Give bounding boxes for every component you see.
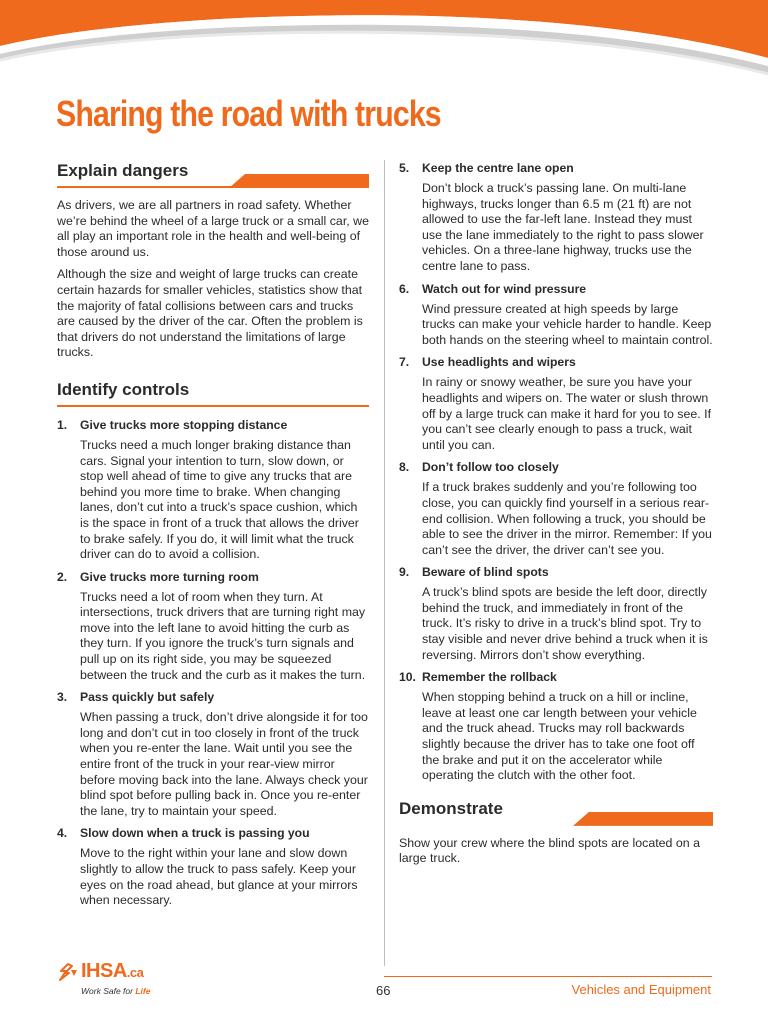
logo-name: IHSA: [81, 960, 127, 982]
page-number: 66: [376, 983, 391, 998]
heading-rule: [57, 405, 369, 407]
item-title: Pass quickly but safely: [80, 690, 215, 705]
list-item: [399, 354, 713, 453]
footer-rule: [384, 976, 712, 977]
list-item: [57, 569, 369, 684]
list-item: [57, 417, 369, 563]
item-text: When passing a truck, don’t drive alongside it for too long and don’t cut in too closely in front of the truck when you re-enter the lane. Wait until you see the entire front of the truck in your rear-view mirror before moving back into the lane. Always check your blind spot before pulling back in. Once you re-enter the lane, try to maintain your speed.: [80, 710, 368, 818]
list-item: [399, 281, 713, 349]
section-heading-identify-controls: [57, 379, 369, 407]
logo-domain: .ca: [126, 965, 144, 980]
section-title: Explain dangers: [57, 161, 189, 180]
item-number: 5.: [399, 161, 410, 175]
ihsa-logo: [57, 960, 177, 1000]
paragraph: Although the size and weight of large trucks can create certain hazards for smaller vehicles, statistics show that the majority of fatal collisions between cars and trucks are caused by the driver of the car. Often the problem is that drivers do not understand the limitations of large trucks.: [57, 267, 363, 360]
section-title: Demonstrate: [399, 798, 503, 818]
item-text: If a truck brakes suddenly and you’re following too close, you can quickly find yourself in a serious rear-end collision. When following a truck, you should be able to see the driver in the mirror. Remember: If you can’t see the driver, the driver can’t see you.: [422, 480, 712, 557]
right-column: [399, 160, 713, 874]
item-number: 2.: [57, 569, 68, 584]
item-title: Give trucks more turning room: [80, 569, 259, 584]
section-heading-demonstrate: [399, 798, 713, 826]
item-text: Don’t block a truck’s passing lane. On multi-lane highways, trucks longer than 6.5 m (21 ft) are not allowed to use the far-left lane. Instead they must use the lane immediately to the right to pass slower vehicles. On a three-lane highway, trucks use the centre lane to pass.: [422, 181, 704, 273]
logo-tagline: [81, 986, 150, 996]
item-text: Move to the right within your lane and slow down slightly to allow the truck to pass safely. Keep your eyes on the road ahead, but glance at your mirrors when necessary.: [80, 846, 358, 908]
list-item: [399, 459, 713, 558]
item-title: Watch out for wind pressure: [422, 281, 587, 296]
item-text: Trucks need a lot of room when they turn. At intersections, truck drivers that are turning right may move into the left lane to avoid hitting the curb as they turn. If you ignore the truck’s turn signals and pull up on its right side, you may be squeezed between the truck and the curb as it makes the turn.: [80, 589, 366, 682]
tagline-emphasis: Life: [135, 986, 151, 996]
item-title: Remember the rollback: [422, 670, 557, 685]
item-number: 3.: [57, 690, 68, 705]
item-title: Give trucks more stopping distance: [80, 417, 288, 432]
item-number: 1.: [57, 417, 68, 432]
heading-tab: [229, 174, 369, 188]
item-number: 8.: [399, 460, 410, 475]
left-column: [57, 160, 369, 915]
list-item: [57, 825, 369, 908]
item-text: Wind pressure created at high speeds by large trucks can make your vehicle harder to handle. Keep both hands on the steering wheel to maintain control.: [422, 301, 713, 347]
heading-tab: [573, 812, 713, 826]
item-title: Keep the centre lane open: [422, 161, 574, 175]
item-text: Trucks need a much longer braking distance than cars. Signal your intention to turn, slow down, or stop well ahead of time to give any trucks that are behind you more time to brake. When changing lanes, don’t cut into a truck’s space cushion, which is the space in front of a truck that allows the driver to brake safely. If you do, it will limit what the truck driver can do to avoid a collision.: [80, 437, 359, 562]
controls-list-right: [399, 160, 713, 784]
paragraph: As drivers, we are all partners in road safety. Whether we’re behind the wheel of a large truck or a small car, we all play an important role in the health and well-being of those around us.: [57, 198, 369, 259]
footer-section-label: Vehicles and Equipment: [571, 982, 711, 997]
item-title: Beware of blind spots: [422, 565, 549, 580]
header-swoosh-banner: [0, 0, 768, 95]
section-title: Identify controls: [57, 379, 190, 399]
item-text: When stopping behind a truck on a hill or incline, leave at least one car length between your vehicle and the truck ahead. Trucks may roll backwards slightly because the driver has to take one foot off the brake and put it on the accelerator while operating the clutch with the other foot.: [422, 690, 697, 783]
item-text: In rainy or snowy weather, be sure you have your headlights and wipers on. The water or slush thrown off by a large truck can make it hard for you to see. If you can’t see clearly enough to pass a truck, wait until you can.: [422, 375, 712, 452]
logo-wordmark: [81, 960, 143, 983]
item-title: Slow down when a truck is passing you: [80, 826, 310, 841]
item-number: 6.: [399, 281, 410, 296]
list-item: [57, 689, 369, 819]
list-item: [399, 564, 713, 663]
ihsa-logo-icon: [57, 962, 79, 984]
paragraph: Show your crew where the blind spots are located on a large truck.: [399, 835, 700, 866]
item-number: 9.: [399, 565, 410, 580]
controls-list-left: [57, 417, 369, 909]
section-heading-explain-dangers: [57, 160, 369, 188]
page-title: Sharing the road with trucks: [56, 93, 441, 134]
item-number: 4.: [57, 826, 68, 841]
column-divider: [384, 160, 385, 966]
list-item: [399, 669, 713, 784]
item-text: A truck’s blind spots are beside the left door, directly behind the truck, and immediately in front of the truck. It’s risky to drive in a truck’s blind spot. Try to stay visible and never drive behind a truck when it is reversing. Mirrors don’t show everything.: [422, 585, 708, 662]
item-number: 7.: [399, 355, 410, 370]
item-title: Use headlights and wipers: [422, 355, 576, 370]
item-number: 10.: [399, 670, 416, 685]
tagline-prefix: Work Safe for: [81, 986, 136, 996]
item-title: Don’t follow too closely: [422, 460, 559, 475]
list-item: [399, 160, 713, 275]
